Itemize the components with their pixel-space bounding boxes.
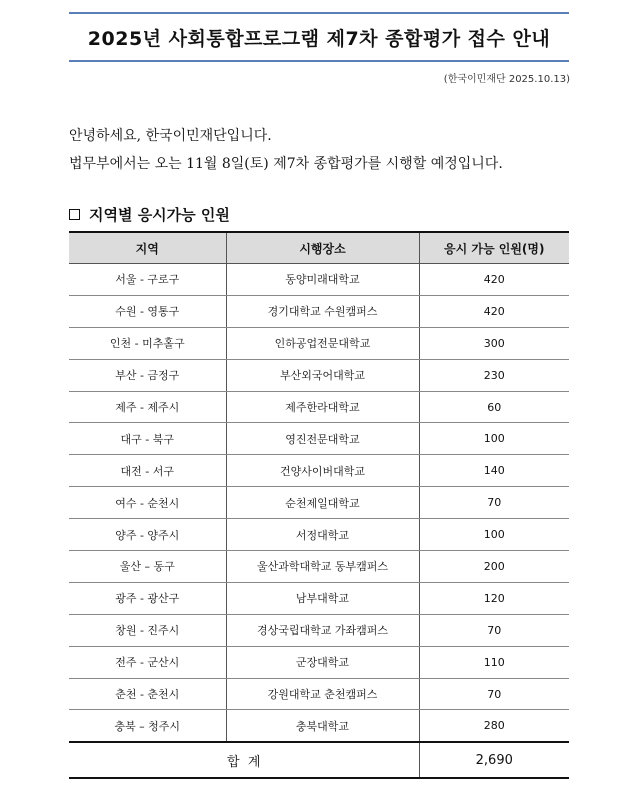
- cell-count: 230: [419, 359, 569, 391]
- cell-region: 춘천 - 춘천시: [69, 678, 226, 710]
- table-row: [69, 264, 569, 296]
- cell-count: 60: [419, 391, 569, 423]
- cell-venue: 경기대학교 수원캠퍼스: [226, 295, 419, 327]
- capacity-table: [69, 231, 569, 779]
- cell-count: 100: [419, 519, 569, 551]
- section-heading: [69, 204, 230, 225]
- greeting-line-1: 안녕하세요, 한국이민재단입니다.: [69, 128, 272, 144]
- cell-region: 인천 - 미추홀구: [69, 327, 226, 359]
- table-row: [69, 614, 569, 646]
- table-row: [69, 519, 569, 551]
- cell-count: 420: [419, 264, 569, 296]
- total-value: 2,690: [419, 742, 569, 778]
- cell-venue: 군장대학교: [226, 646, 419, 678]
- table-row: [69, 678, 569, 710]
- cell-count: 200: [419, 551, 569, 583]
- table-row: [69, 582, 569, 614]
- document-date: (한국이민재단 2025.10.13): [443, 74, 570, 85]
- cell-region: 서울 - 구로구: [69, 264, 226, 296]
- cell-venue: 건양사이버대학교: [226, 455, 419, 487]
- table-row: [69, 391, 569, 423]
- table-row: [69, 487, 569, 519]
- cell-count: 300: [419, 327, 569, 359]
- total-label: 합 계: [69, 742, 419, 778]
- table-row: [69, 423, 569, 455]
- cell-venue: 서정대학교: [226, 519, 419, 551]
- cell-region: 수원 - 영통구: [69, 295, 226, 327]
- document-title: 2025년 사회통합프로그램 제7차 종합평가 접수 안내: [87, 27, 551, 50]
- cell-count: 280: [419, 710, 569, 742]
- cell-region: 울산 – 동구: [69, 551, 226, 583]
- total-row: [69, 742, 569, 778]
- table-row: [69, 551, 569, 583]
- cell-region: 광주 - 광산구: [69, 582, 226, 614]
- greeting-line-2: 법무부에서는 오는 11월 8일(토) 제7차 종합평가를 시행할 예정입니다.: [69, 156, 503, 172]
- header-venue: 시행장소: [226, 232, 419, 264]
- table-row: [69, 327, 569, 359]
- cell-region: 전주 - 군산시: [69, 646, 226, 678]
- table-row: [69, 646, 569, 678]
- cell-region: 창원 - 진주시: [69, 614, 226, 646]
- cell-region: 충북 – 청주시: [69, 710, 226, 742]
- cell-venue: 강원대학교 춘천캠퍼스: [226, 678, 419, 710]
- cell-count: 110: [419, 646, 569, 678]
- cell-count: 420: [419, 295, 569, 327]
- cell-region: 부산 - 금정구: [69, 359, 226, 391]
- cell-venue: 영진전문대학교: [226, 423, 419, 455]
- table-row: [69, 359, 569, 391]
- cell-count: 70: [419, 487, 569, 519]
- table-row: [69, 710, 569, 742]
- cell-region: 여수 - 순천시: [69, 487, 226, 519]
- cell-count: 70: [419, 614, 569, 646]
- cell-venue: 경상국립대학교 가좌캠퍼스: [226, 614, 419, 646]
- cell-region: 제주 - 제주시: [69, 391, 226, 423]
- cell-region: 양주 - 양주시: [69, 519, 226, 551]
- cell-venue: 울산과학대학교 동부캠퍼스: [226, 551, 419, 583]
- cell-count: 140: [419, 455, 569, 487]
- header-count: 응시 가능 인원(명): [419, 232, 569, 264]
- square-bullet-icon: [69, 209, 80, 220]
- section-heading-text: 지역별 응시가능 인원: [89, 206, 230, 224]
- cell-venue: 충북대학교: [226, 710, 419, 742]
- table-body: [69, 264, 569, 743]
- cell-count: 100: [419, 423, 569, 455]
- cell-region: 대전 - 서구: [69, 455, 226, 487]
- cell-count: 120: [419, 582, 569, 614]
- cell-venue: 제주한라대학교: [226, 391, 419, 423]
- header-region: 지역: [69, 232, 226, 264]
- cell-venue: 순천제일대학교: [226, 487, 419, 519]
- greeting: [69, 122, 503, 178]
- cell-venue: 남부대학교: [226, 582, 419, 614]
- cell-venue: 동양미래대학교: [226, 264, 419, 296]
- cell-venue: 부산외국어대학교: [226, 359, 419, 391]
- cell-count: 70: [419, 678, 569, 710]
- cell-region: 대구 - 북구: [69, 423, 226, 455]
- title-box: [69, 12, 569, 62]
- table-row: [69, 295, 569, 327]
- cell-venue: 인하공업전문대학교: [226, 327, 419, 359]
- table-row: [69, 455, 569, 487]
- table-header-row: [69, 232, 569, 264]
